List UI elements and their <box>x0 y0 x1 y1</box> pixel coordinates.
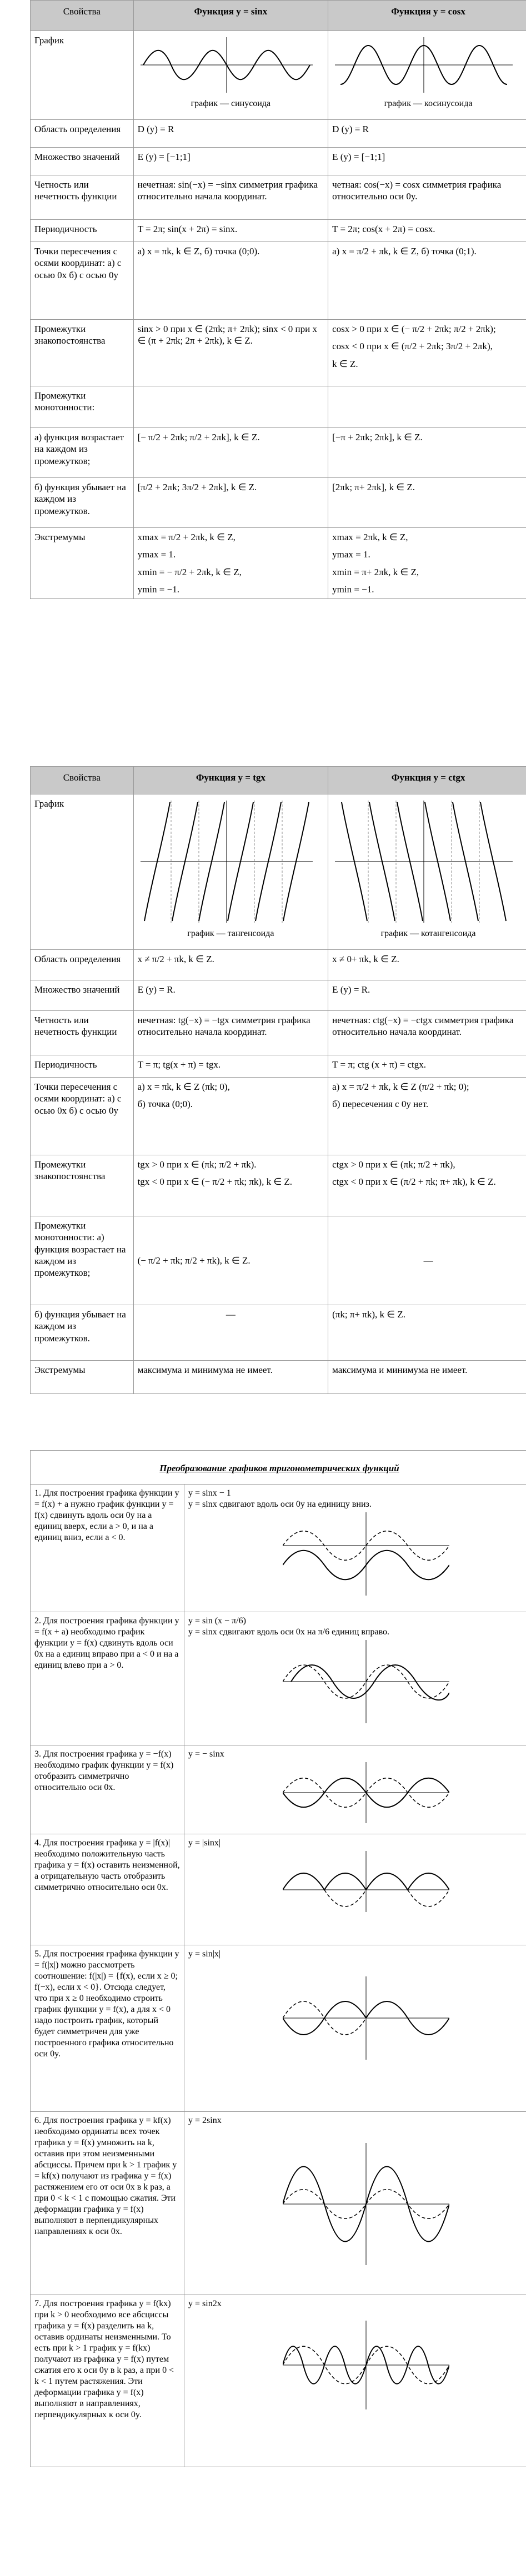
transform-graph-4 <box>283 1851 449 1912</box>
tg-cell <box>133 1155 328 1216</box>
row-label: Четность или нечетность функции <box>31 175 134 220</box>
row-label: Промежутки знакопостоянства <box>31 320 134 386</box>
cos-cell: четная: cos(−x) = cosx симметрия графика относительно оси 0y. <box>328 175 526 220</box>
tg-cell: x ≠ π/2 + πk, k ∈ Z. <box>133 950 328 980</box>
sinusoid-graph <box>138 34 315 95</box>
row-label: Точки пересечения с осями координат: а) с осью 0x б) с осью 0y <box>31 1078 134 1155</box>
header-cos: Функция y = cosx <box>328 1 526 31</box>
ctg-line: а) x = π/2 + πk, k ∈ Z (π/2 + πk; 0); <box>332 1081 469 1092</box>
row-label: Множество значений <box>31 980 134 1011</box>
row-label: График <box>31 31 134 120</box>
sin-cell: [− π/2 + 2πk; π/2 + 2πk], k ∈ Z. <box>133 428 328 478</box>
row-label: Промежутки монотонности: а) функция возрастает на каждом из промежутков; <box>31 1216 134 1305</box>
transform-desc: 3. Для построения графика y = −f(x) необходимо график функции y = f(x) отобразить симметрично относительно оси 0x. <box>31 1745 184 1834</box>
sin-cell: sinx > 0 при x ∈ (2πk; π+ 2πk); sinx < 0 при x ∈ (π + 2πk; 2π + 2πk), k ∈ Z. <box>133 320 328 386</box>
ctg-line: ctgx > 0 при x ∈ (πk; π/2 + πk), <box>332 1159 455 1170</box>
transform-row <box>31 1834 526 1945</box>
row-label: Четность или нечетность функции <box>31 1011 134 1055</box>
table-tg-ctg <box>30 766 526 1394</box>
table-row <box>31 148 526 175</box>
sin-graph-caption: график — синусоида <box>191 99 271 109</box>
cosinusoid-graph <box>332 34 515 95</box>
cos-cell <box>328 528 526 599</box>
ctg-line: б) пересечения с 0y нет. <box>332 1099 429 1110</box>
table-row <box>31 794 526 950</box>
tangentoid-graph <box>138 798 315 925</box>
transform-note: y = sinx сдвигают вдоль оси 0x на π/6 единиц вправо. <box>188 1627 390 1637</box>
ctg-cell: E (y) = R. <box>328 980 526 1011</box>
transform-graph-1 <box>283 1512 449 1596</box>
tg-cell: нечетная: tg(−x) = −tgx симметрия графика относительно начала координат. <box>133 1011 328 1055</box>
table-row <box>31 386 526 428</box>
sin-cell: нечетная: sin(−x) = −sinx симметрия графика относительно начала координат. <box>133 175 328 220</box>
ctg-cell: (πk; π+ πk), k ∈ Z. <box>328 1305 526 1361</box>
cos-cell: D (y) = R <box>328 120 526 148</box>
table-row <box>31 242 526 320</box>
cos-line: k ∈ Z. <box>332 358 358 369</box>
transform-example <box>184 1485 526 1612</box>
table-row <box>31 1216 526 1305</box>
transform-graph-5 <box>283 1976 449 2060</box>
cos-cell: [2πk; π+ 2πk], k ∈ Z. <box>328 478 526 528</box>
table-row <box>31 1305 526 1361</box>
sin-cell: а) x = πk, k ∈ Z, б) точка (0;0). <box>133 242 328 320</box>
ctg-cell: T = π; ctg (x + π) = ctgx. <box>328 1055 526 1078</box>
transform-eq: y = sin2x <box>188 2299 222 2308</box>
sin-graph-cell <box>133 31 328 120</box>
row-label: Область определения <box>31 120 134 148</box>
sin-line: ymin = −1. <box>137 583 179 595</box>
row-label: Периодичность <box>31 1055 134 1078</box>
transform-eq: y = − sinx <box>188 1749 224 1759</box>
table-row <box>31 31 526 120</box>
transform-desc: 2. Для построения графика функции y = f(x + a) необходимо график функции y = f(x) сдвинуть вдоль оси 0x на a единиц вправо при a < 0 и на a единиц влево при a > 0. <box>31 1612 184 1745</box>
transform-graph-3 <box>283 1762 449 1823</box>
transform-graph-7 <box>283 2321 449 2409</box>
header-sin: Функция y = sinx <box>133 1 328 31</box>
table-header <box>31 767 526 794</box>
sin-cell <box>133 528 328 599</box>
transform-row <box>31 1612 526 1745</box>
ctg-cell: максимума и минимума не имеет. <box>328 1361 526 1394</box>
tg-cell: (− π/2 + πk; π/2 + πk), k ∈ Z. <box>133 1216 328 1305</box>
cos-cell: T = 2π; cos(x + 2π) = cosx. <box>328 220 526 242</box>
table-row <box>31 320 526 386</box>
table-row <box>31 120 526 148</box>
row-label: Промежутки знакопостоянства <box>31 1155 134 1216</box>
tg-graph-caption: график — тангенсоида <box>187 929 274 939</box>
tg-line: tgx < 0 при x ∈ (− π/2 + πk; πk), k ∈ Z. <box>137 1176 293 1188</box>
transform-example <box>184 1945 526 2112</box>
row-label: Область определения <box>31 950 134 980</box>
row-label: Множество значений <box>31 148 134 175</box>
row-label: Экстремумы <box>31 1361 134 1394</box>
transform-example <box>184 2295 526 2467</box>
ctg-cell: нечетная: ctg(−x) = −ctgx симметрия графика относительно начала координат. <box>328 1011 526 1055</box>
row-label: Промежутки монотонности: <box>31 386 134 428</box>
ctg-line: ctgx < 0 при x ∈ (π/2 + πk; π+ πk), k ∈ Z. <box>332 1176 496 1188</box>
table-row <box>31 175 526 220</box>
transform-graph-6 <box>283 2143 449 2265</box>
transform-desc: 1. Для построения графика функции y = f(x) + a нужно график функции y = f(x) сдвинуть вдоль оси 0y на a единиц вверх, если a > 0, и на a единиц вниз, если a < 0. <box>31 1485 184 1612</box>
table-row <box>31 1011 526 1055</box>
transform-eq: y = 2sinx <box>188 2116 222 2125</box>
sin-line: xmax = π/2 + 2πk, k ∈ Z, <box>137 532 236 542</box>
tg-cell: максимума и минимума не имеет. <box>133 1361 328 1394</box>
row-label: График <box>31 794 134 950</box>
transform-row <box>31 1945 526 2112</box>
header-ctg: Функция y = ctgx <box>328 767 526 794</box>
ctg-cell <box>328 1078 526 1155</box>
table-sin-cos <box>30 0 526 599</box>
empty-cell <box>328 386 526 428</box>
cos-line: ymin = −1. <box>332 583 374 595</box>
transform-desc: 4. Для построения графика y = |f(x)| необходимо положительную часть графика y = f(x) оставить неизменной, а отрицательную часть отобразить симметрично относительно оси 0x. <box>31 1834 184 1945</box>
transforms-title: Преобразование графиков тригонометрических функций <box>30 1450 526 1484</box>
tg-cell <box>133 1078 328 1155</box>
tg-cell: T = π; tg(x + π) = tgx. <box>133 1055 328 1078</box>
tg-graph-cell <box>133 794 328 950</box>
transform-eq: y = |sinx| <box>188 1838 221 1848</box>
transform-desc: 6. Для построения графика y = kf(x) необходимо ординаты всех точек графика y = f(x) умножить на k, оставив при этом неизменными абсциссы. Причем при k > 1 график y = kf(x) получают из графика y = f(x) растяжением его от оси 0x в k раз, а при 0 < k < 1 с помощью сжатия. Эти деформации графика y = f(x) выполняют в перпендикулярных направлениях к оси 0x. <box>31 2112 184 2295</box>
transform-desc: 7. Для построения графика y = f(kx) при k > 0 необходимо все абсциссы графика y = f(x) разделить на k, оставив ординаты неизменными. То есть при k > 1 график y = f(kx) получают из графика y = f(x) путем сжатия его к оси 0y в k раз, а при 0 < k < 1 путем растяжения. Эти деформации графика y = f(x) выполняют в направлениях, перпендикулярных к оси 0y. <box>31 2295 184 2467</box>
sin-cell: [π/2 + 2πk; 3π/2 + 2πk], k ∈ Z. <box>133 478 328 528</box>
empty-cell <box>133 386 328 428</box>
sin-cell: T = 2π; sin(x + 2π) = sinx. <box>133 220 328 242</box>
tg-line: tgx > 0 при x ∈ (πk; π/2 + πk). <box>137 1159 257 1170</box>
transforms-section <box>30 1450 526 2467</box>
transform-eq: y = sin|x| <box>188 1949 221 1959</box>
transform-example <box>184 1612 526 1745</box>
table-row <box>31 1055 526 1078</box>
table-row <box>31 980 526 1011</box>
table-row <box>31 220 526 242</box>
table-row <box>31 528 526 599</box>
cos-line: cosx < 0 при x ∈ (π/2 + 2πk; 3π/2 + 2πk), <box>332 341 493 352</box>
transforms-table <box>30 1484 526 2467</box>
cos-graph-cell <box>328 31 526 120</box>
transform-row <box>31 2112 526 2295</box>
ctg-graph-caption: график — котангенсоида <box>380 929 476 939</box>
row-label: Точки пересечения с осями координат: а) с осью 0x б) с осью 0y <box>31 242 134 320</box>
transform-row <box>31 2295 526 2467</box>
table-header <box>31 1 526 31</box>
cotangentoid-graph <box>332 798 515 925</box>
cos-cell: а) x = π/2 + πk, k ∈ Z, б) точка (0;1). <box>328 242 526 320</box>
table-row <box>31 478 526 528</box>
header-label: Свойства <box>31 1 134 31</box>
table-row <box>31 950 526 980</box>
ctg-cell: — <box>328 1216 526 1305</box>
transform-graph-2 <box>283 1640 449 1723</box>
transform-eq: y = sinx − 1 <box>188 1488 231 1498</box>
transform-example <box>184 1745 526 1834</box>
cos-cell: [−π + 2πk; 2πk], k ∈ Z. <box>328 428 526 478</box>
sin-cell: E (y) = [−1;1] <box>133 148 328 175</box>
row-label: а) функция возрастает на каждом из промежутков; <box>31 428 134 478</box>
tg-cell: — <box>133 1305 328 1361</box>
transform-example <box>184 2112 526 2295</box>
row-label: Экстремумы <box>31 528 134 599</box>
header-tg: Функция y = tgx <box>133 767 328 794</box>
tg-cell: E (y) = R. <box>133 980 328 1011</box>
row-label: Периодичность <box>31 220 134 242</box>
sin-cell: D (y) = R <box>133 120 328 148</box>
transform-row <box>31 1745 526 1834</box>
tg-line: б) точка (0;0). <box>137 1099 193 1110</box>
header-label: Свойства <box>31 767 134 794</box>
cos-line: ymax = 1. <box>332 549 370 560</box>
cos-line: xmax = 2πk, k ∈ Z, <box>332 532 408 542</box>
table-row <box>31 1155 526 1216</box>
cos-line: xmin = π+ 2πk, k ∈ Z, <box>332 566 419 577</box>
row-label: б) функция убывает на каждом из промежутков. <box>31 478 134 528</box>
transform-note: y = sinx сдвигают вдоль оси 0y на единицу вниз. <box>188 1500 372 1509</box>
transform-row <box>31 1485 526 1612</box>
transform-eq: y = sin (x − π/6) <box>188 1616 246 1626</box>
ctg-cell: x ≠ 0+ πk, k ∈ Z. <box>328 950 526 980</box>
transform-example <box>184 1834 526 1945</box>
cos-graph-caption: график — косинусоида <box>384 99 473 109</box>
table-row <box>31 1361 526 1394</box>
sin-line: ymax = 1. <box>137 549 176 560</box>
cos-cell <box>328 320 526 386</box>
ctg-cell <box>328 1155 526 1216</box>
cos-line: cosx > 0 при x ∈ (− π/2 + 2πk; π/2 + 2πk); <box>332 324 496 334</box>
tg-line: а) x = πk, k ∈ Z (πk; 0), <box>137 1081 230 1092</box>
transform-desc: 5. Для построения графика функции y = f(|x|) можно рассмотреть соотношение: f(|x|) = {f(x), если x ≥ 0; f(−x), если x < 0}. Отсюда следует, что при x ≥ 0 необходимо строить график функции y = f(x), а для x < 0 надо построить график, который будет симметричен для уже построенного графика относительно оси 0y. <box>31 1945 184 2112</box>
row-label: б) функция убывает на каждом из промежутков. <box>31 1305 134 1361</box>
cos-cell: E (y) = [−1;1] <box>328 148 526 175</box>
ctg-graph-cell <box>328 794 526 950</box>
table-row <box>31 1078 526 1155</box>
sin-line: xmin = − π/2 + 2πk, k ∈ Z, <box>137 566 242 577</box>
table-row <box>31 428 526 478</box>
